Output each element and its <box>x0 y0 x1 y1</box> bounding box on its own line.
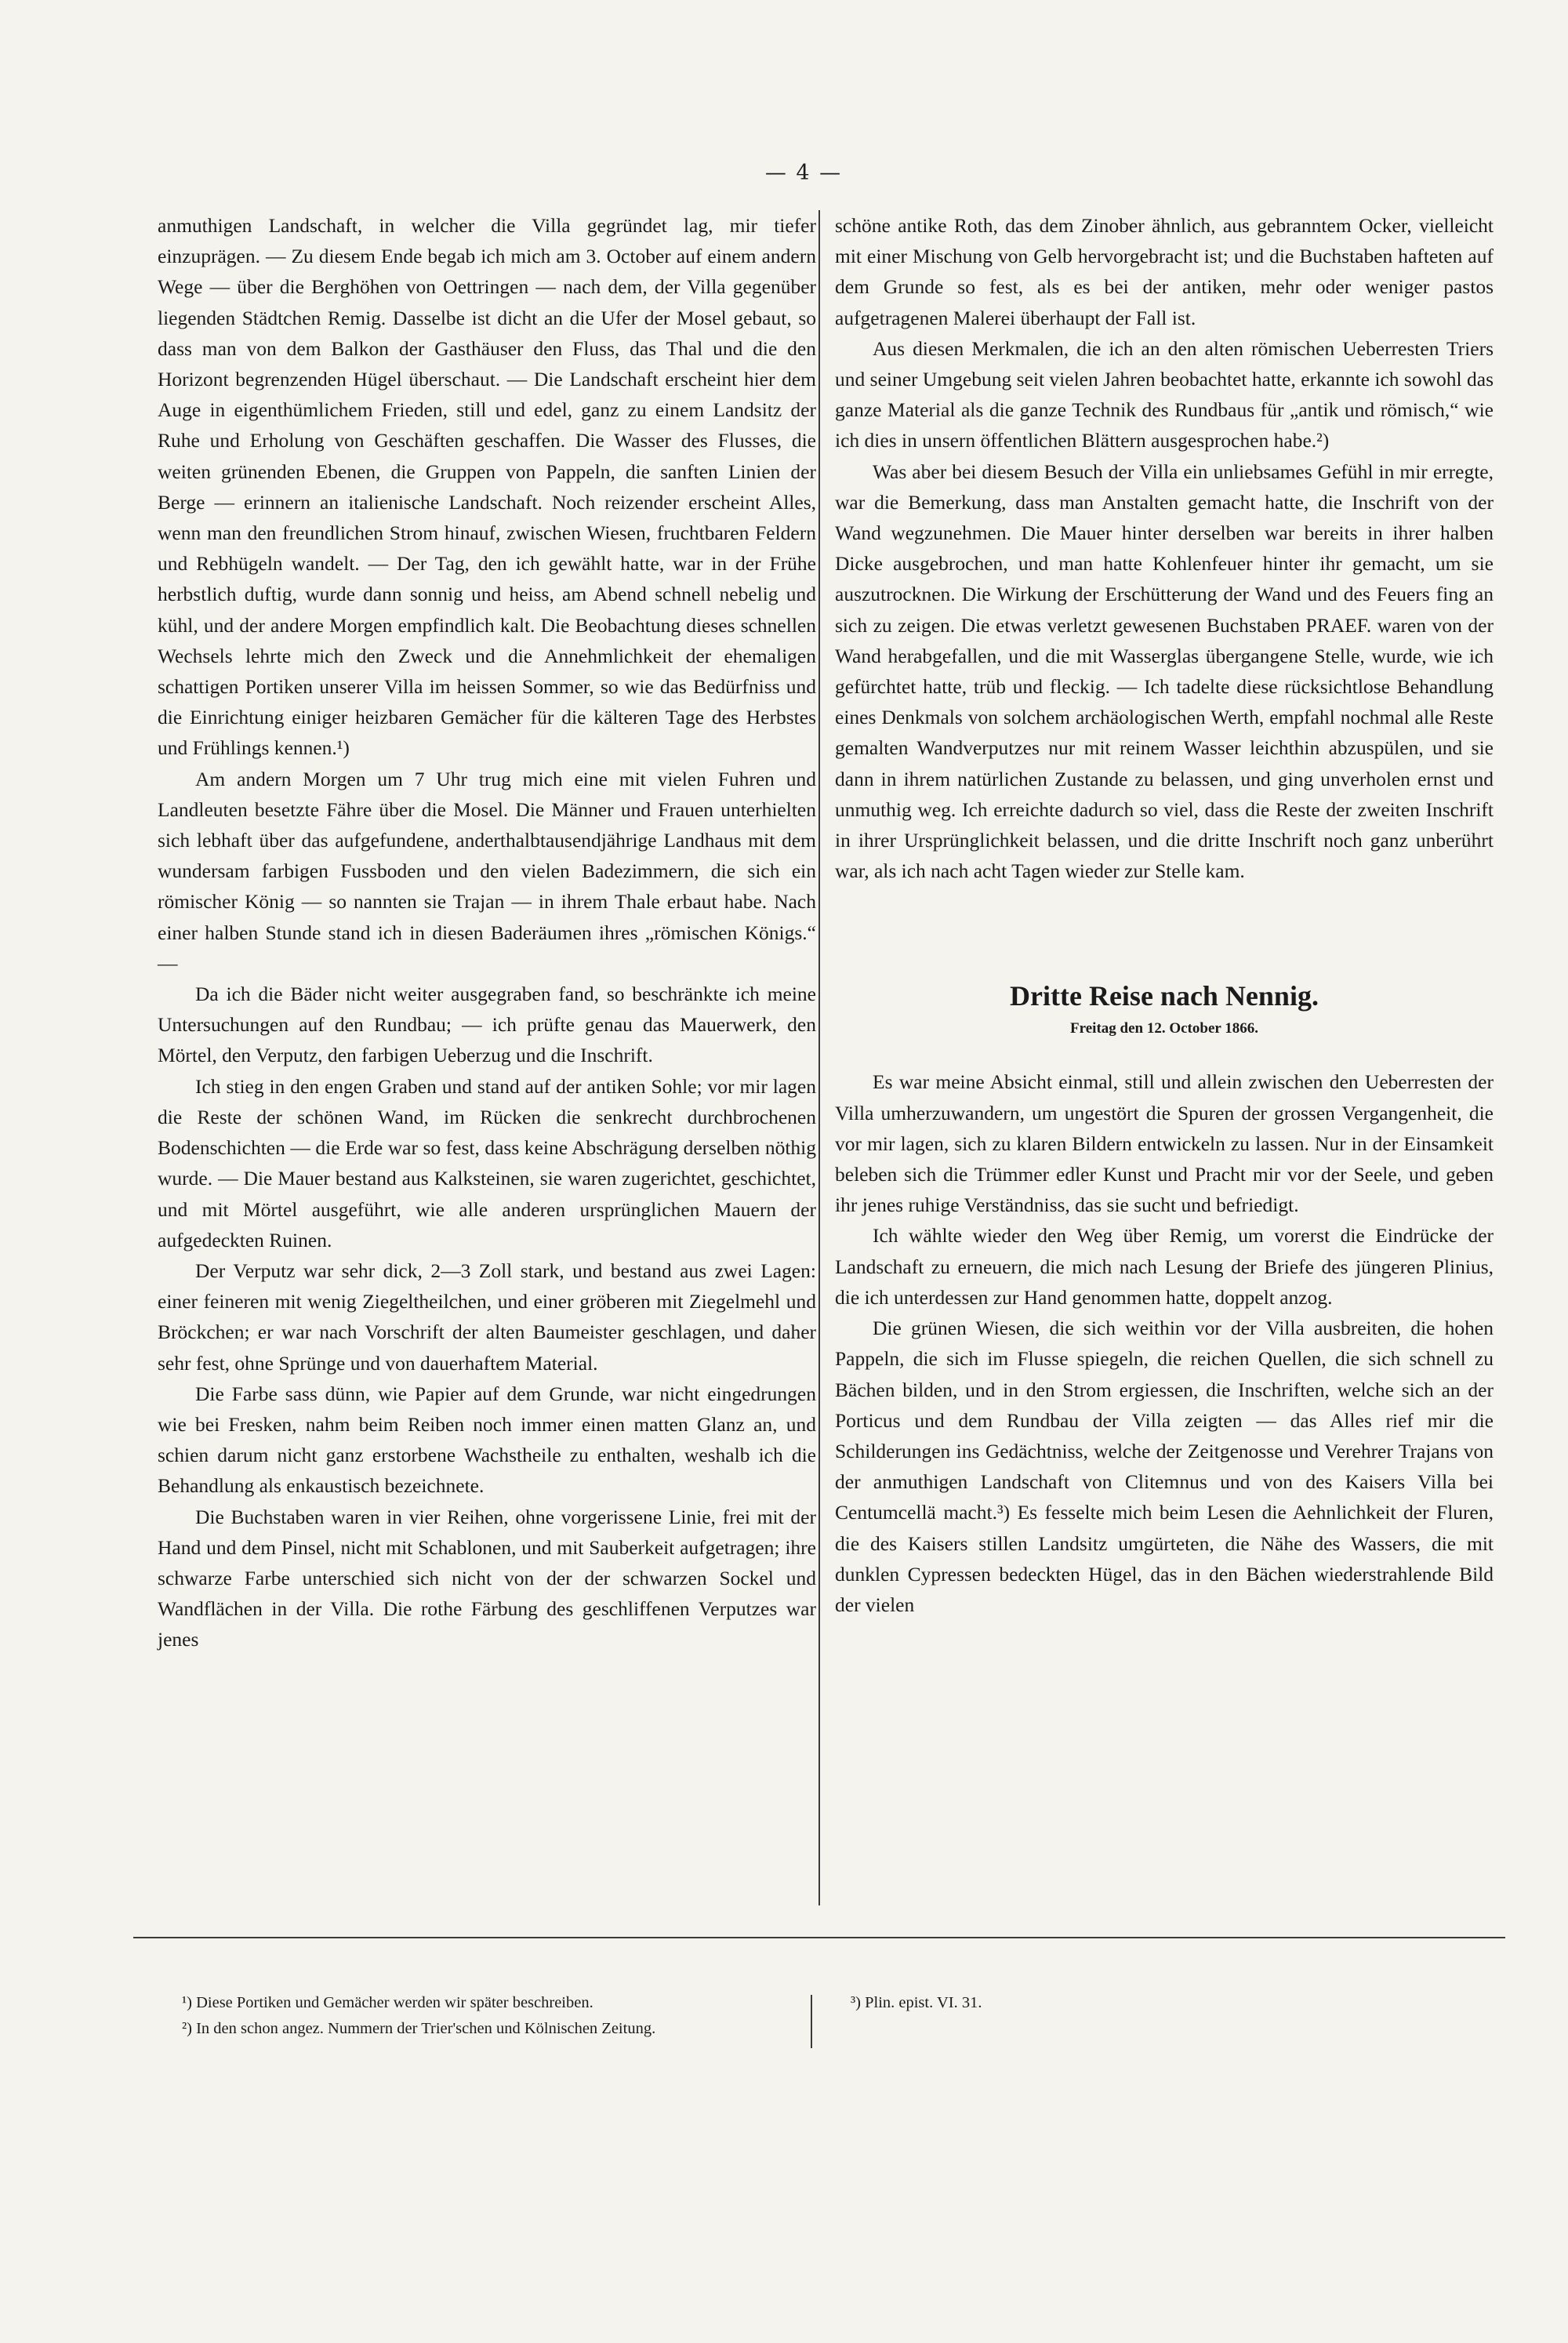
footnotes-left <box>182 1990 809 2042</box>
paragraph: anmuthigen Landschaft, in welcher die Villa gegründet lag, mir tiefer einzuprägen. — Zu diesem Ende begab ich mich am 3. October auf einem andern Wege — über die Berghöhen von Oettringen — nach dem, der Villa gegenüber liegenden Städtchen Remig. Dasselbe ist dicht an die Ufer der Mosel gebaut, so dass man von dem Balkon der Gasthäuser den Fluss, das Thal und die den Horizont begrenzenden Hügel überschaut. — Die Landschaft erscheint hier dem Auge in eigenthümlichem Frieden, still und edel, ganz zu einem Landsitz der Ruhe und Erholung von Geschäften geschaffen. Die Wasser des Flusses, die weiten grünenden Ebenen, die Gruppen von Pappeln, die sanften Linien der Berge — erinnern an italienische Landschaft. Noch reizender erscheint Alles, wenn man den freundlichen Strom hinauf, zwischen Wiesen, fruchtbaren Feldern und Rebhügeln wandelt. — Der Tag, den ich gewählt hatte, war in der Frühe herbstlich duftig, wurde dann sonnig und heiss, am Abend schnell nebelig und kühl, und der andere Morgen empfindlich kalt. Die Beobachtung dieses schnellen Wechsels lehrte mich den Zweck und die Annehmlichkeit der ehemaligen schattigen Portiken unserer Villa im heissen Sommer, so wie das Bedürfniss und die Einrichtung einiger heizbaren Gemächer für die kälteren Tage des Herbstes und Frühlings kennen.¹) <box>158 214 816 760</box>
paragraph: Die Farbe sass dünn, wie Papier auf dem Grunde, war nicht eingedrungen wie bei Fresken, nahm beim Reiben noch immer einen matten Glanz an, und schien darum nicht ganz erstorbene Wachstheile zu enthalten, weshalb ich die Behandlung als enkaustisch bezeichnete. <box>158 1382 816 1498</box>
paragraph: Ich stieg in den engen Graben und stand auf der antiken Sohle; vor mir lagen die Reste der schönen Wand, im Rücken die senkrecht durchbrochenen Bodenschichten — die Erde war so fest, dass keine Abschrägung derselben nöthig wurde. — Die Mauer bestand aus Kalksteinen, sie waren zugerichtet, geschichtet, und mit Mörtel ausgeführt, wie alle anderen ursprünglichen Mauern der aufgedeckten Ruinen. <box>158 1074 816 1251</box>
footnote-divider <box>811 1995 812 2048</box>
section-title: Dritte Reise nach Nennig. <box>1010 980 1319 1012</box>
right-column <box>835 210 1494 1620</box>
paragraph: Die grünen Wiesen, die sich weithin vor der Villa ausbreiten, die hohen Pappeln, die sich im Flusse spiegeln, die reichen Quellen, die sich schnell zu Bächen bilden, und in den Strom ergiessen, die Inschriften, welche sich an der Porticus und dem Rundbau der Villa zeigten — das Alles rief mir die Schilderungen ins Gedächtniss, welche der Zeitgenosse und Verehrer Trajans von der anmuthigen Landschaft von Clitemnus und von des Kaisers Villa bei Centumcellä macht.³) Es fesselte mich beim Lesen die Aehnlichkeit der Fluren, die des Kaisers stillen Landsitz umgürteten, die Nähe des Wassers, die mit dunklen Cypressen bedeckten Hügel, das in den Bächen wiederstrahlende Bild der vielen <box>835 1317 1494 1616</box>
footnotes-right <box>851 1990 1321 2016</box>
paragraph: Der Verputz war sehr dick, 2—3 Zoll stark, und bestand aus zwei Lagen: einer feineren mit wenig Ziegeltheilchen, und einer gröberen mit Ziegelmehl und Bröckchen; er war nach Vorschrift der alten Baumeister geschlagen, und daher sehr fest, ohne Sprünge und von dauerhaftem Material. <box>158 1259 816 1375</box>
paragraph: schöne antike Roth, das dem Zinober ähnlich, aus gebranntem Ocker, vielleicht mit einer Mischung von Gelb hervorgebracht ist; und die Buchstaben hafteten auf dem Grunde so fest, als es bei der antiken, mehr oder weniger pastos aufgetragenen Malerei überhaupt der Fall ist. <box>835 214 1494 329</box>
paragraph: Die Buchstaben waren in vier Reihen, ohne vorgerissene Linie, frei mit der Hand und dem Pinsel, nicht mit Schablonen, und mit Sauberkeit aufgetragen; ihre schwarze Farbe unterschied sich nicht von der der schwarzen Sockel und Wandflächen in der Villa. Die rothe Färbung des geschliffenen Verputzes war jenes <box>158 1505 816 1651</box>
page-number: — 4 — <box>764 161 843 185</box>
paragraph: Da ich die Bäder nicht weiter ausgegraben fand, so beschränkte ich meine Untersuchungen auf den Rundbau; — ich prüfte genau das Mauerwerk, den Mörtel, den Verputz, den farbigen Ueberzug und die Inschrift. <box>158 983 816 1067</box>
left-column <box>158 210 816 1655</box>
paragraph: Was aber bei diesem Besuch der Villa ein unliebsames Gefühl in mir erregte, war die Bemerkung, dass man Anstalten gemacht hatte, die Inschrift von der Wand wegzunehmen. Die Mauer hinter derselben war bereits in ihrer halben Dicke ausgebrochen, und man hatte Kohlenfeuer hinter ihr gemacht, um sie auszutrocknen. Die Wirkung der Erschütterung der Wand und des Feuers fing an sich zu zeigen. Die etwas verletzt gewesenen Buchstaben PRAEF. waren von der Wand herabgefallen, und die mit Wasserglas übergangene Stelle, wurde, wie ich gefürchtet hatte, trüb und fleckig. — Ich tadelte diese rücksichtlose Behandlung eines Denkmals von solchem archäologischen Werth, empfahl nochmal alle Reste gemalten Wandverputzes nur mit reinem Wasser leichthin abzuspülen, und sie dann in ihrem natürlichen Zustande zu belassen, und ging unverholen ernst und unmuthig weg. Ich erreichte dadurch so viel, dass die Reste der zweiten Inschrift in ihrer Ursprünglichkeit belassen, und die dritte Inschrift noch ganz unberührt war, als ich nach acht Tagen wieder zur Stelle kam. <box>835 460 1494 883</box>
paragraph: Es war meine Absicht einmal, still und allein zwischen den Ueberresten der Villa umherzuwandern, um ungestört die Spuren der grossen Vergangenheit, die vor mir lagen, sich zu klaren Bildern entwickeln zu lassen. Nur in der Einsamkeit beleben sich die Trümmer edler Kunst und Pracht mir vor der Seele, und geben ihr jenes ruhige Verständniss, das sie sucht und befriedigt. <box>835 1070 1494 1217</box>
paragraph: Aus diesen Merkmalen, die ich an den alten römischen Ueberresten Triers und seiner Umgebung seit vielen Jahren beobachtet hatte, erkannte ich sowohl das ganze Material als die ganze Technik des Rundbaus für „antik und römisch,“ wie ich dies in unsern öffentlichen Blättern ausgesprochen habe.²) <box>835 336 1494 452</box>
footnote: ¹) Diese Portiken und Gemächer werden wir später beschreiben. <box>182 1994 593 2011</box>
paragraph: Ich wählte wieder den Weg über Remig, um vorerst die Eindrücke der Landschaft zu erneuern, die mich nach Lesung der Briefe des jüngeren Plinius, die ich unterdessen zur Hand genommen hatte, doppelt anzog. <box>835 1224 1494 1309</box>
footnote: ²) In den schon angez. Nummern der Trier'schen und Kölnischen Zeitung. <box>182 2020 656 2037</box>
footnote: ³) Plin. epist. VI. 31. <box>851 1994 982 2011</box>
paragraph: Am andern Morgen um 7 Uhr trug mich eine mit vielen Fuhren und Landleuten besetzte Fähre über die Mosel. Die Männer und Frauen unterhielten sich lebhaft über das aufgefundene, anderthalbtausendjährige Landhaus mit dem wundersam farbigen Fussboden und den vielen Badezimmern, die sich ein römischer König — so nannten sie Trajan — in ihrem Thale erbaut habe. Nach einer halben Stunde stand ich in diesen Baderäumen ihres „römischen Königs.“ — <box>158 767 816 975</box>
column-divider <box>818 210 820 1905</box>
footnote-rule <box>133 1937 1505 1938</box>
section-date: Freitag den 12. October 1866. <box>1070 1020 1258 1037</box>
